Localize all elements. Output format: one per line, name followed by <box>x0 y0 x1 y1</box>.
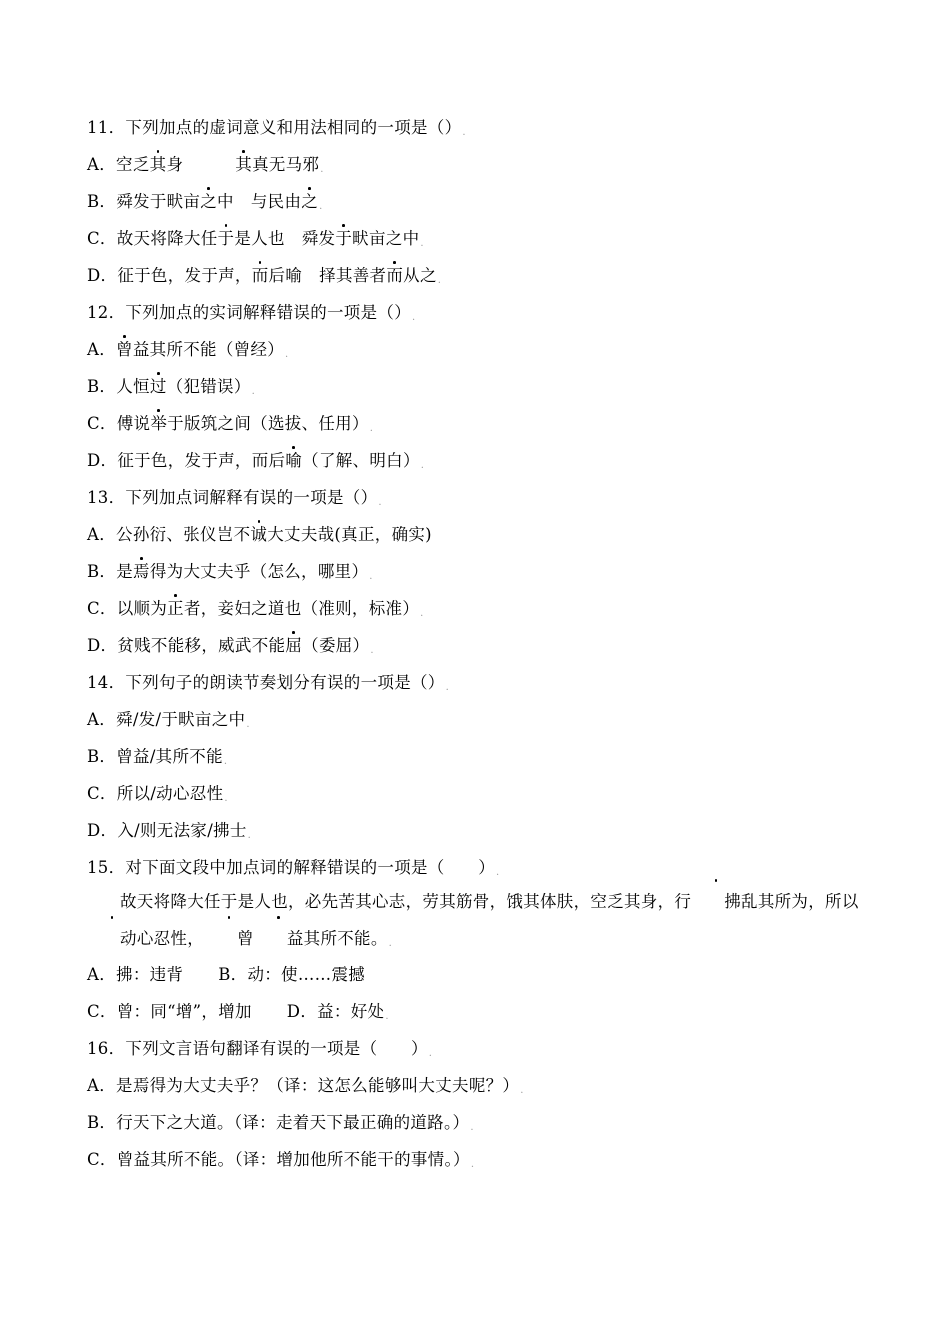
emphasis-dot-char: 喻 <box>285 451 303 470</box>
paragraph-mark: . <box>470 1122 474 1133</box>
text-segment: C．傅说 <box>87 414 151 433</box>
text-segment: 后喻 <box>268 266 303 285</box>
paragraph-mark: . <box>223 756 228 767</box>
text-segment: 身 <box>166 155 184 174</box>
text-segment: B．是 <box>87 562 134 581</box>
text-segment: 故天将降大任于是人也，必先苦其心志，劳其筋骨，饿其体肤，空乏其身，行 <box>120 892 692 911</box>
emphasis-dot-char: 之 <box>200 192 218 211</box>
q11-stem <box>87 117 466 144</box>
q14-option-c <box>87 783 228 810</box>
text-segment: 16．下列文言语句翻译有误的一项是（ ） <box>87 1039 428 1058</box>
text-segment: C．故天将降大任 <box>87 229 218 248</box>
emphasis-dot-char: 益 <box>254 920 304 957</box>
text-segment: D．入/则无法家/拂士 <box>87 821 247 840</box>
paragraph-mark: . <box>247 830 252 841</box>
q11-option-c <box>87 228 424 255</box>
paragraph-mark: . <box>369 571 373 582</box>
text-segment: 大丈夫哉(真正，确实) <box>267 525 432 544</box>
text-segment: B．动：使……震撼 <box>218 965 366 984</box>
text-segment: C．曾益其所不能。（译：增加他所不能干的事情。） <box>87 1150 470 1169</box>
q13-option-d <box>87 635 374 662</box>
q13-stem <box>87 487 382 514</box>
q13-option-b <box>87 561 373 588</box>
emphasis-dot-char: 曾 <box>204 920 254 957</box>
text-segment: A．是焉得为大丈夫乎？（译：这怎么能够叫大丈夫呢？） <box>87 1076 520 1095</box>
paragraph-mark: . <box>420 608 424 619</box>
q15-stem <box>87 857 499 884</box>
text-segment: A．拂：违背 <box>87 965 184 984</box>
q15-options-ab <box>87 964 365 986</box>
emphasis-dot-char: 过 <box>149 377 167 396</box>
paragraph-mark: . <box>285 349 289 360</box>
emphasis-dot-char: 诚 <box>250 525 268 544</box>
text-segment: B．行天下之大道。（译：走着天下最正确的道路。） <box>87 1113 470 1132</box>
q16-option-a <box>87 1075 524 1102</box>
text-segment: C．所以/动心忍性 <box>87 784 224 803</box>
emphasis-dot-char: 动 <box>87 920 137 957</box>
paragraph-mark: . <box>496 867 500 878</box>
emphasis-dot-char: 举 <box>150 414 168 433</box>
text-segment: 乱其所为，所以 <box>741 892 859 911</box>
paragraph-mark: . <box>319 201 323 212</box>
text-segment: 是人也 <box>234 229 285 248</box>
text-segment: 舜发 <box>301 229 336 248</box>
paragraph-mark: . <box>445 682 450 693</box>
text-segment: 得为大丈夫乎（怎么，哪里） <box>149 562 369 581</box>
text-segment: 14．下列句子的朗读节奏划分有误的一项是（） <box>87 673 445 692</box>
emphasis-dot-char: 拂 <box>691 883 741 920</box>
q16-option-c <box>87 1149 474 1176</box>
text-segment: 者，妾妇之道也（准则，标准） <box>183 599 420 618</box>
q14-option-d <box>87 820 251 847</box>
paragraph-mark: . <box>370 645 374 656</box>
paragraph-mark: . <box>462 127 466 138</box>
q12-option-a <box>87 339 289 366</box>
emphasis-dot-char: 其 <box>149 155 167 174</box>
text-segment: A． <box>87 340 117 359</box>
q14-stem <box>87 672 449 699</box>
text-segment: D．征于色，发于声， <box>87 266 252 285</box>
emphasis-dot-char: 之 <box>301 192 319 211</box>
q14-option-a <box>87 709 250 736</box>
text-segment: B．人恒 <box>87 377 150 396</box>
emphasis-dot-char: 而 <box>386 266 404 285</box>
q11-option-a <box>87 154 324 181</box>
paragraph-mark: . <box>388 938 393 949</box>
q11-option-d <box>87 265 441 292</box>
emphasis-dot-char: 其 <box>235 155 253 174</box>
emphasis-dot-char: 屈 <box>285 636 303 655</box>
paragraph-mark: . <box>520 1085 524 1096</box>
text-segment: D．征于色，发于声，而后 <box>87 451 286 470</box>
text-segment: 益其所不能（曾经） <box>132 340 285 359</box>
text-segment: 12．下列加点的实词解释错误的一项是（） <box>87 303 411 322</box>
paragraph-mark: . <box>378 497 382 508</box>
q13-option-a <box>87 524 432 546</box>
q12-option-c <box>87 413 373 440</box>
q13-option-c <box>87 598 424 625</box>
paragraph-mark: . <box>385 1011 389 1022</box>
text-segment: 11．下列加点的虚词意义和用法相同的一项是（） <box>87 118 462 137</box>
text-segment: C．曾：同“增”，增加 <box>87 1002 252 1021</box>
q12-option-d <box>87 450 424 477</box>
text-segment: （犯错误） <box>166 377 251 396</box>
paragraph-mark: . <box>428 1048 433 1059</box>
text-segment: 其所不能。 <box>303 929 388 948</box>
paragraph-mark: . <box>420 460 425 471</box>
text-segment: D．益：好处 <box>286 1002 385 1021</box>
text-segment: B．曾益/其所不能 <box>87 747 223 766</box>
text-segment: C．以顺为 <box>87 599 168 618</box>
text-segment: 13．下列加点词解释有误的一项是（） <box>87 488 378 507</box>
text-segment: 择其善者 <box>319 266 387 285</box>
paragraph-mark: . <box>251 386 256 397</box>
paragraph-mark: . <box>437 275 442 286</box>
text-segment: A．舜/发/于畎亩之中 <box>87 710 246 729</box>
emphasis-dot-char: 而 <box>251 266 269 285</box>
text-segment: A．空乏 <box>87 155 150 174</box>
q12-option-b <box>87 376 255 403</box>
text-segment: 中 <box>217 192 234 211</box>
q12-stem <box>87 302 415 329</box>
text-segment: 与民由 <box>250 192 302 211</box>
paragraph-mark: . <box>246 719 250 730</box>
q14-option-b <box>87 746 227 773</box>
paragraph-mark: . <box>369 423 374 434</box>
text-segment: （了解、明白） <box>302 451 420 470</box>
emphasis-dot-char: 焉 <box>133 562 150 581</box>
paragraph-mark: . <box>470 1159 475 1170</box>
emphasis-dot-char: 正 <box>167 599 184 618</box>
text-segment: A．公孙衍、张仪岂不 <box>87 525 251 544</box>
text-segment: B．舜发于畎亩 <box>87 192 201 211</box>
q16-option-b <box>87 1112 474 1139</box>
text-segment: 15．对下面文段中加点词的解释错误的一项是（ ） <box>87 858 495 877</box>
q15-passage <box>87 883 862 962</box>
emphasis-dot-char: 于 <box>335 229 353 248</box>
emphasis-dot-char: 于 <box>217 229 235 248</box>
paragraph-mark: . <box>224 793 228 804</box>
paragraph-mark: . <box>320 164 324 175</box>
text-segment: D．贫贱不能移，威武不能 <box>87 636 286 655</box>
text-segment: 心忍性， <box>136 929 205 948</box>
paragraph-mark: . <box>412 312 416 323</box>
text-segment: 从之 <box>403 266 437 285</box>
text-segment: （委屈） <box>302 636 370 655</box>
q15-options-cd <box>87 1001 389 1028</box>
text-segment: 于版筑之间（选拔、任用） <box>167 414 369 433</box>
q16-stem <box>87 1038 432 1065</box>
q11-option-b <box>87 191 323 218</box>
text-segment: 畎亩之中 <box>352 229 420 248</box>
text-segment: 真无马邪 <box>252 155 320 174</box>
paragraph-mark: . <box>420 238 424 249</box>
emphasis-dot-char: 曾 <box>116 340 133 359</box>
